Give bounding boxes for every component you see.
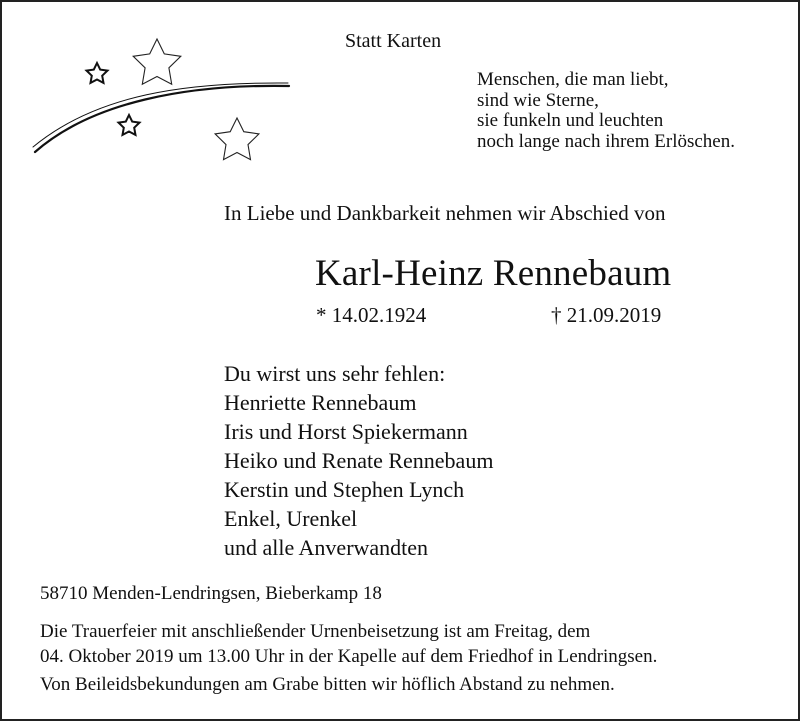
list-item: und alle Anverwandten — [224, 535, 429, 560]
header-text: Statt Karten — [345, 30, 442, 52]
intro-text: In Liebe und Dankbarkeit nehmen wir Abschied von — [224, 201, 666, 225]
ceremony-line: 04. Oktober 2019 um 13.00 Uhr in der Kapelle auf dem Friedhof in Lendringsen. — [40, 646, 658, 667]
list-item: Henriette Rennebaum — [224, 390, 417, 415]
death-date: † 21.09.2019 — [551, 303, 662, 327]
poem-line: noch lange nach ihrem Erlöschen. — [477, 130, 735, 152]
poem-line: sind wie Sterne, — [477, 89, 599, 111]
list-item: Kerstin und Stephen Lynch — [224, 477, 465, 502]
poem-line: Menschen, die man liebt, — [477, 69, 669, 90]
deceased-name: Karl-Heinz Rennebaum — [315, 253, 672, 294]
list-item: Heiko und Renate Rennebaum — [224, 448, 494, 473]
list-item: Iris und Horst Spiekermann — [224, 419, 468, 444]
star-icon — [133, 39, 181, 84]
ceremony-line: Die Trauerfeier mit anschließender Urnenbeisetzung ist am Freitag, dem — [40, 621, 591, 642]
birth-date: * 14.02.1924 — [316, 303, 427, 327]
address: 58710 Menden-Lendringsen, Bieberkamp 18 — [40, 583, 382, 604]
poem — [477, 70, 735, 152]
star-icon — [87, 63, 108, 83]
poem-line: sie funkeln und leuchten — [477, 110, 664, 131]
list-item: Du wirst uns sehr fehlen: — [224, 361, 446, 386]
ceremony-info — [40, 619, 657, 669]
star-icon — [119, 115, 140, 135]
mourners-list — [224, 359, 493, 562]
condolence-note: Von Beileidsbekundungen am Grabe bitten wir höflich Abstand zu nehmen. — [40, 674, 615, 695]
star-icon — [215, 118, 259, 160]
list-item: Enkel, Urenkel — [224, 506, 358, 531]
shooting-stars-icon — [2, 2, 292, 182]
